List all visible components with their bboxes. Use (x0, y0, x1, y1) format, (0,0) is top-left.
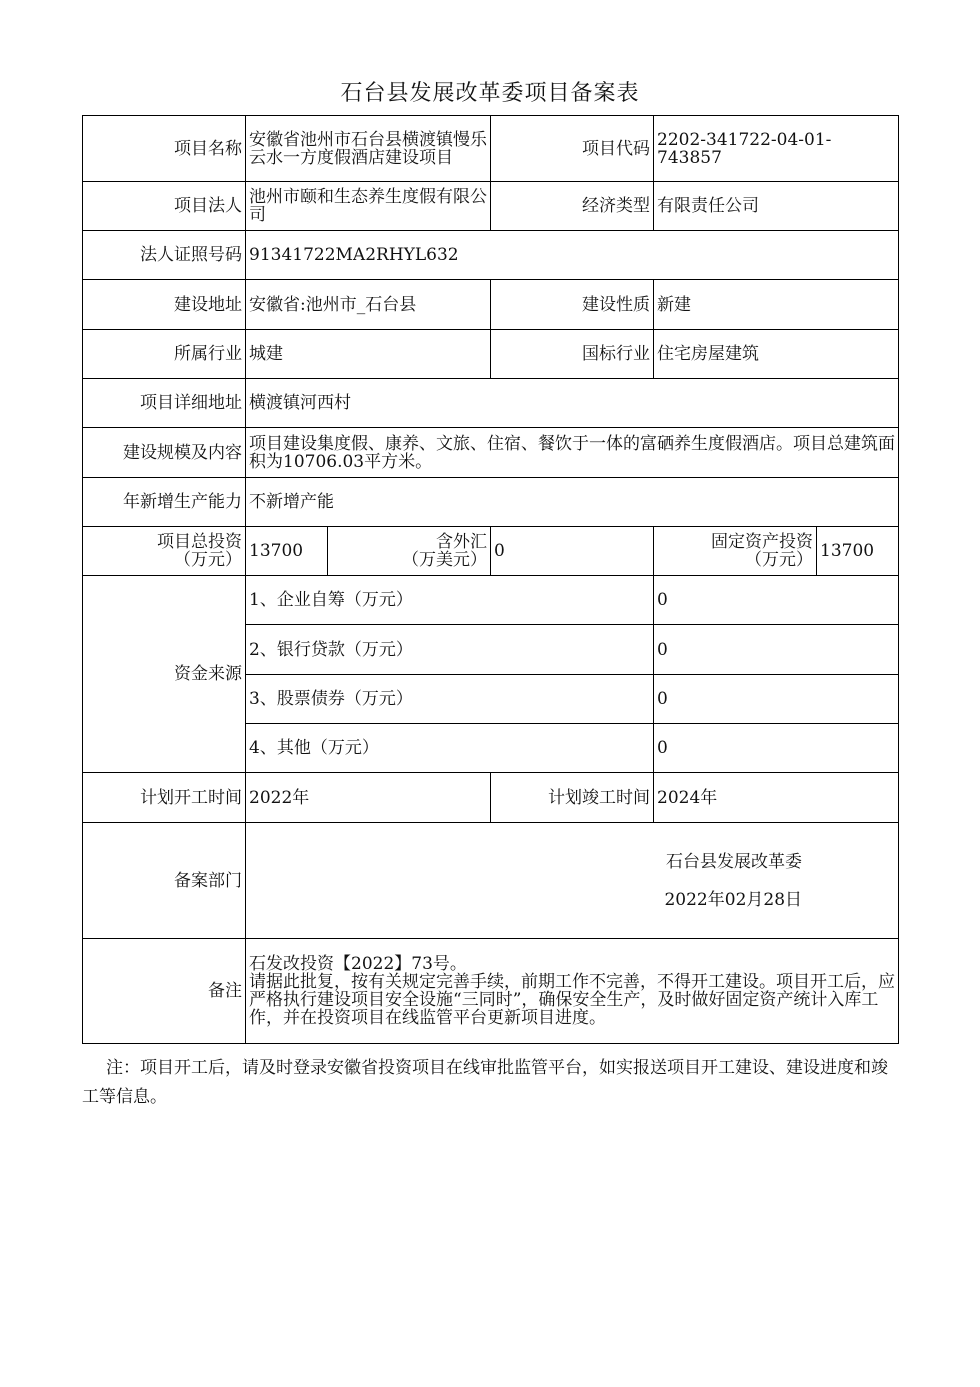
industry-value: 城建 (246, 330, 491, 379)
remarks-cell (246, 939, 899, 1044)
funding-item-value: 0 (654, 625, 899, 675)
detail-address-label: 项目详细地址 (83, 379, 246, 428)
total-investment-label (83, 527, 246, 576)
legal-person-value: 池州市颐和生态养生度假有限公司 (246, 182, 491, 231)
end-time-label: 计划竣工时间 (491, 773, 654, 823)
funding-label: 资金来源 (83, 576, 246, 773)
scale-value: 项目建设集度假、康养、文旅、住宿、餐饮于一体的富硒养生度假酒店。项目总建筑面积为10706.03平方米。 (246, 428, 899, 478)
row-scale (83, 428, 899, 478)
page-title: 石台县发展改革委项目备案表 (340, 81, 640, 106)
funding-item-label: 2、银行贷款（万元） (246, 625, 654, 675)
national-industry-label: 国标行业 (491, 330, 654, 379)
filing-form-table (82, 115, 899, 1044)
industry-label: 所属行业 (83, 330, 246, 379)
filing-dept-cell (246, 823, 899, 939)
project-code-label: 项目代码 (491, 116, 654, 182)
project-name-value: 安徽省池州市石台县横渡镇慢乐云水一方度假酒店建设项目 (246, 116, 491, 182)
remarks-label: 备注 (83, 939, 246, 1044)
total-investment-value: 13700 (246, 527, 328, 576)
build-address-label: 建设地址 (83, 280, 246, 330)
funding-item-label: 4、其他（万元） (246, 724, 654, 773)
row-industry (83, 330, 899, 379)
filing-dept-org: 石台县发展改革委 (666, 851, 803, 872)
total-investment-label-line1: 项目总投资 (157, 532, 242, 552)
funding-item-value: 0 (654, 675, 899, 724)
foreign-exchange-label-line2: （万美元） (402, 550, 487, 570)
build-address-value: 安徽省:池州市_石台县 (246, 280, 491, 330)
row-capacity (83, 478, 899, 527)
fixed-asset-label-line1: 固定资产投资 (711, 532, 813, 552)
remarks-line2: 请据此批复，按有关规定完善手续，前期工作不完善，不得开工建设。项目开工后，应严格执行建设项目安全设施“三同时”，确保安全生产，及时做好固定资产统计入库工作，并在投资项目在线监管平台更新项目进度。 (249, 972, 895, 1028)
row-filing-dept (83, 823, 899, 939)
row-remarks (83, 939, 899, 1044)
economic-type-value: 有限责任公司 (654, 182, 899, 231)
national-industry-value: 住宅房屋建筑 (654, 330, 899, 379)
license-label: 法人证照号码 (83, 231, 246, 280)
capacity-value: 不新增产能 (246, 478, 899, 527)
fixed-asset-label-line2: （万元） (745, 550, 813, 570)
legal-person-label: 项目法人 (83, 182, 246, 231)
funding-item-value: 0 (654, 576, 899, 625)
foreign-exchange-value: 0 (491, 527, 654, 576)
row-legal-person (83, 182, 899, 231)
row-schedule (83, 773, 899, 823)
build-nature-value: 新建 (654, 280, 899, 330)
filing-dept-label: 备案部门 (83, 823, 246, 939)
foreign-exchange-label (328, 527, 491, 576)
license-value: 91341722MA2RHYL632 (246, 231, 899, 280)
capacity-label: 年新增生产能力 (83, 478, 246, 527)
foreign-exchange-label-line1: 含外汇 (436, 532, 487, 552)
economic-type-label: 经济类型 (491, 182, 654, 231)
fixed-asset-value: 13700 (817, 527, 899, 576)
remarks-line1: 石发改投资【2022】73号。 (249, 954, 467, 974)
row-detail-address (83, 379, 899, 428)
project-name-label: 项目名称 (83, 116, 246, 182)
build-nature-label: 建设性质 (491, 280, 654, 330)
footer-note: 注：项目开工后，请及时登录安徽省投资项目在线审批监管平台，如实报送项目开工建设、建设进度和竣工等信息。 (82, 1058, 888, 1107)
filing-dept-date: 2022年02月28日 (664, 889, 803, 910)
project-code-value: 2202-341722-04-01-743857 (654, 116, 899, 182)
scale-label: 建设规模及内容 (83, 428, 246, 478)
detail-address-value: 横渡镇河西村 (246, 379, 899, 428)
start-time-value: 2022年 (246, 773, 491, 823)
funding-item-label: 1、企业自筹（万元） (246, 576, 654, 625)
row-investment (83, 527, 899, 576)
start-time-label: 计划开工时间 (83, 773, 246, 823)
row-project-name (83, 116, 899, 182)
total-investment-label-line2: （万元） (174, 550, 242, 570)
end-time-value: 2024年 (654, 773, 899, 823)
row-funding-1 (83, 576, 899, 625)
row-build-address (83, 280, 899, 330)
fixed-asset-label (654, 527, 817, 576)
row-license (83, 231, 899, 280)
funding-item-value: 0 (654, 724, 899, 773)
funding-item-label: 3、股票债券（万元） (246, 675, 654, 724)
